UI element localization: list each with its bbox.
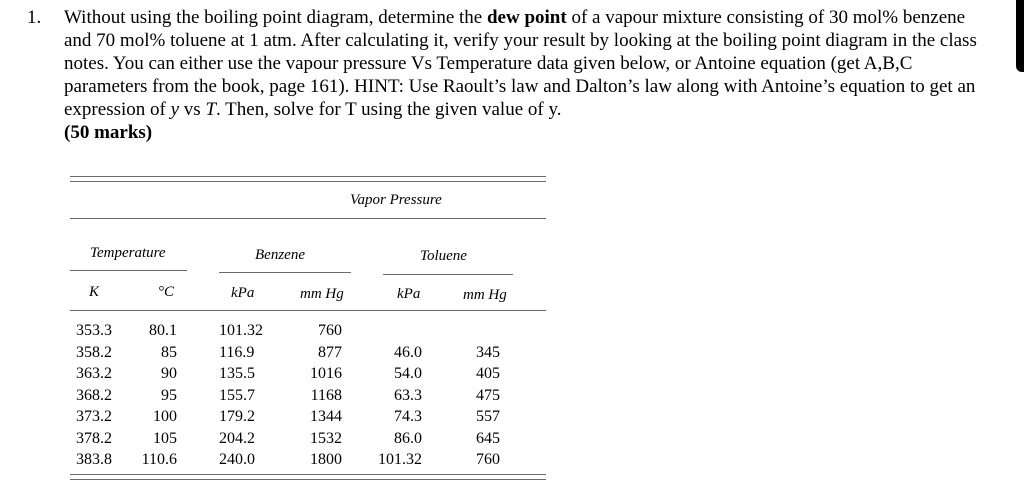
- group-rule: [383, 274, 513, 275]
- cell-benzene-mmhg: 1016: [310, 365, 342, 382]
- group-rule: [219, 272, 351, 273]
- header-rule: [70, 310, 546, 311]
- cell-toluene-kpa: 101.32: [378, 451, 422, 468]
- cell-toluene-kpa: 46.0: [394, 343, 422, 361]
- cell-benzene-kpa: 204.2: [219, 429, 255, 447]
- cell-benzene-kpa: 101.32: [219, 322, 263, 339]
- marks: (50 marks): [64, 122, 153, 143]
- group-rule: [70, 270, 187, 271]
- cell-k: 368.2: [76, 386, 112, 404]
- cell-toluene-mmhg: 405: [476, 365, 500, 382]
- cell-benzene-mmhg: 877: [318, 343, 342, 361]
- cell-benzene-kpa: 135.5: [219, 365, 255, 382]
- unit-k: K: [89, 284, 100, 300]
- cell-toluene-kpa: 86.0: [394, 429, 422, 447]
- question-text-part: . Then, solve for T using the given value of y.: [216, 99, 562, 120]
- cell-benzene-kpa: 240.0: [219, 451, 255, 468]
- cell-toluene-mmhg: 645: [476, 429, 500, 447]
- cell-k: 373.2: [76, 408, 112, 425]
- cell-toluene-mmhg: 760: [476, 451, 500, 468]
- cell-toluene-mmhg: 345: [476, 343, 500, 361]
- table-top-rule: [70, 176, 546, 177]
- cell-k: 378.2: [76, 429, 112, 447]
- cell-k: 383.8: [76, 451, 112, 468]
- question-text-part: vs: [179, 99, 206, 120]
- cell-c: 90: [161, 365, 177, 382]
- question-text-part: Without using the boiling point diagram, determine the: [64, 7, 487, 28]
- dew-point-emphasis: dew point: [486, 7, 567, 28]
- cell-k: 358.2: [76, 343, 112, 361]
- cell-toluene-kpa: 63.3: [394, 386, 422, 404]
- group-temperature: Temperature: [90, 245, 166, 261]
- unit-c: °C: [158, 284, 175, 300]
- cell-c: 80.1: [149, 322, 177, 339]
- cell-c: 85: [161, 343, 177, 361]
- table-bottom-rule: [70, 479, 546, 480]
- table-title: Vapor Pressure: [350, 192, 442, 208]
- var-t: T: [205, 99, 217, 120]
- question-text-part: of a vapour mixture consisting of 30 mol% benzene and 70 mol% toluene at 1 atm. After calculating it, verify your result by looking at the boiling point diagram in the class notes. You can either use the vapour pressure Vs Temperature data given below, or Antoine equation (get A,B,C parameters from the book, page 161). HINT: Use Raoult’s law and Dalton’s law along with Antoine’s equation to get an expression of: [64, 7, 977, 120]
- question-number: 1.: [27, 7, 42, 28]
- unit-benzene-kpa: kPa: [231, 285, 255, 301]
- cell-benzene-mmhg: 1344: [310, 408, 342, 425]
- cell-toluene-mmhg: 557: [476, 408, 500, 425]
- cell-toluene-kpa: 54.0: [394, 365, 422, 382]
- cell-c: 95: [161, 386, 177, 404]
- title-rule: [70, 218, 546, 219]
- unit-benzene-mmhg: mm Hg: [300, 286, 344, 302]
- cell-benzene-kpa: 155.7: [219, 386, 255, 404]
- cell-c: 110.6: [141, 451, 177, 468]
- table-top-rule: [70, 181, 546, 182]
- cell-benzene-mmhg: 1800: [310, 451, 342, 468]
- group-benzene: Benzene: [255, 247, 305, 263]
- cell-toluene-kpa: 74.3: [394, 408, 422, 425]
- cell-toluene-mmhg: 475: [476, 386, 500, 404]
- cell-benzene-kpa: 179.2: [219, 408, 255, 425]
- cell-k: 363.2: [76, 365, 112, 382]
- cell-benzene-kpa: 116.9: [219, 343, 255, 361]
- group-toluene: Toluene: [420, 248, 467, 264]
- cell-benzene-mmhg: 1168: [310, 386, 342, 404]
- cell-c: 100: [153, 408, 177, 425]
- cell-benzene-mmhg: 1532: [310, 429, 342, 447]
- var-y: y: [170, 99, 180, 120]
- cell-c: 105: [153, 429, 177, 447]
- table-bottom-rule: [70, 474, 546, 475]
- cell-k: 353.3: [76, 322, 112, 339]
- unit-toluene-kpa: kPa: [397, 286, 421, 302]
- unit-toluene-mmhg: mm Hg: [463, 287, 507, 303]
- cell-benzene-mmhg: 760: [318, 322, 342, 339]
